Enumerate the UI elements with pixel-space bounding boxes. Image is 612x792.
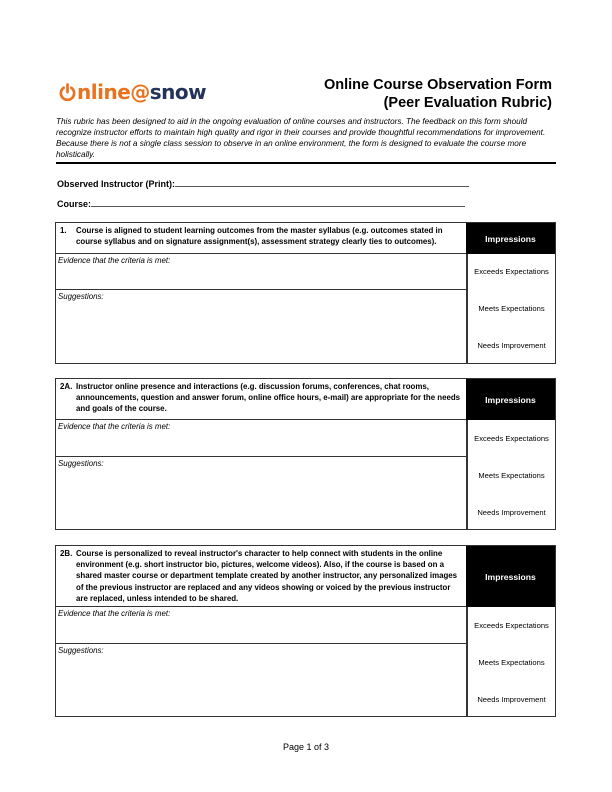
criterion-number: 2B. [60,549,73,558]
logo-text-snow: snow [149,80,207,104]
course-input[interactable] [91,198,465,207]
logo-text-online: nline@ [77,80,150,104]
rating-meets[interactable]: Meets Expectations [478,658,545,667]
evidence-box[interactable] [56,420,468,457]
rating-needs-improvement[interactable]: Needs Improvement [477,341,546,350]
criterion-header [56,223,468,254]
instructor-input[interactable] [175,178,469,187]
evidence-label: Evidence that the criteria is met: [58,609,171,618]
criterion-section-1 [55,222,556,364]
evidence-box[interactable] [56,607,468,644]
criterion-number: 1. [60,226,67,235]
impressions-header: Impressions [466,223,555,254]
suggestions-box[interactable] [56,290,468,363]
title-line-2: (Peer Evaluation Rubric) [383,95,552,111]
suggestions-label: Suggestions: [58,459,104,468]
intro-paragraph: This rubric has been designed to aid in the ongoing evaluation of online courses and instructors. The feedback on this form should recognize instructor efforts to maintain high quality and rigor in their courses and provide thoughtful recommendations for improvement. Because there is not a single class session to observe in an online environment, the form is designed to evaluate the course more holistically. [56,117,546,160]
ratings-column [466,254,555,363]
suggestions-box[interactable] [56,457,468,529]
page-title [324,76,552,112]
criterion-text: Instructor online presence and interactions (e.g. discussion forums, conferences, chat rooms, announcements, question and answer forum, online office hours, e-mail) are appropriate for the needs and goals of the course. [76,382,461,414]
ratings-column [466,607,555,716]
suggestions-box[interactable] [56,644,468,716]
criterion-header [56,546,468,607]
title-line-1: Online Course Observation Form [323,77,552,93]
instructor-label: Observed Instructor (Print): [57,179,176,189]
rating-exceeds[interactable]: Exceeds Expectations [474,621,549,630]
criterion-section-2a [55,378,556,530]
criterion-text: Course is personalized to reveal instructor's character to help connect with students in the online environment (e.g. short instructor bio, pictures, welcome videos). Also, if the course is based on a shared master course or department template created by another instructor, any personalized images of the previous instructor are replaced and any videos showing or voiced by the previous instructor are replaced, unless intended to be shared. [76,549,458,603]
power-icon [58,82,77,102]
course-field-row [57,198,465,209]
rating-meets[interactable]: Meets Expectations [478,471,545,480]
instructor-field-row [57,178,469,189]
course-label: Course: [57,199,92,209]
suggestions-label: Suggestions: [58,646,104,655]
rating-needs-improvement[interactable]: Needs Improvement [477,695,546,704]
online-at-snow-logo [58,79,206,105]
evidence-box[interactable] [56,254,468,290]
rating-exceeds[interactable]: Exceeds Expectations [474,434,549,443]
impressions-header: Impressions [466,379,555,420]
page-number: Page 1 of 3 [282,742,330,752]
evidence-label: Evidence that the criteria is met: [58,256,171,265]
criterion-number: 2A. [60,382,73,391]
rating-exceeds[interactable]: Exceeds Expectations [474,267,549,276]
criterion-header [56,379,468,420]
evidence-label: Evidence that the criteria is met: [58,422,171,431]
rating-meets[interactable]: Meets Expectations [478,304,545,313]
rating-needs-improvement[interactable]: Needs Improvement [477,508,546,517]
impressions-header: Impressions [466,546,555,607]
suggestions-label: Suggestions: [58,292,104,301]
criterion-text: Course is aligned to student learning outcomes from the master syllabus (e.g. outcomes stated in course syllabus and on signature assignment(s), assessment strategy clearly ties to outcomes). [76,226,443,247]
ratings-column [466,420,555,529]
criterion-section-2b [55,545,556,717]
header-divider [56,162,556,164]
